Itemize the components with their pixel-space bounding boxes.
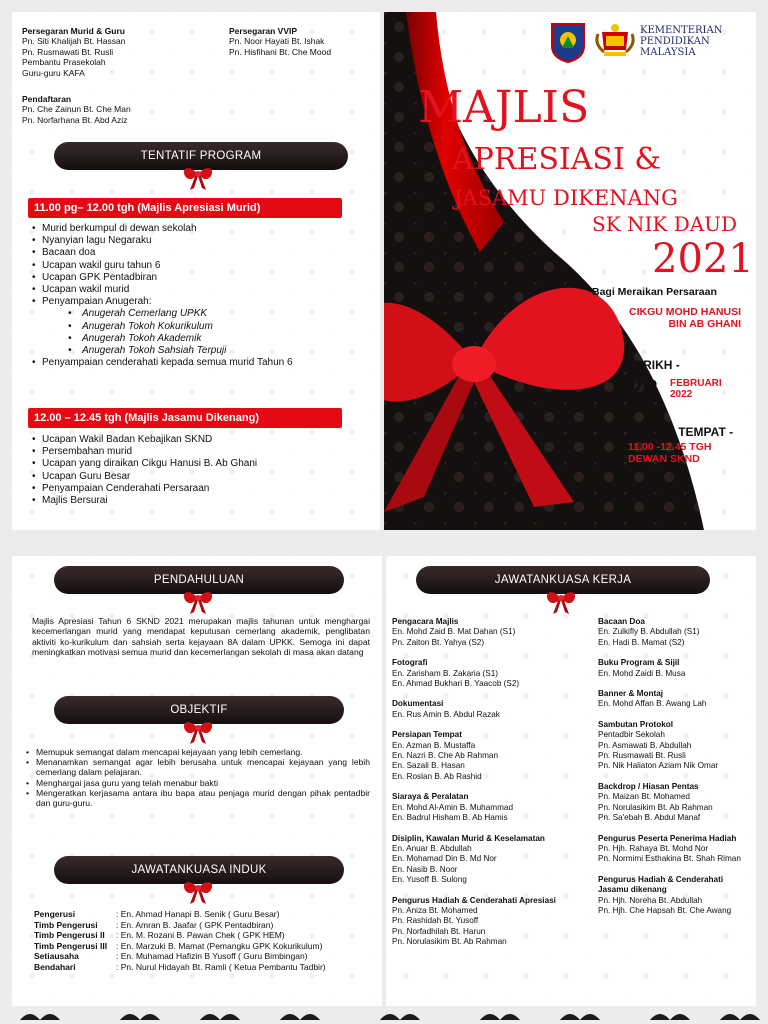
committee-group — [598, 617, 753, 648]
name: Pn. Norfadhilah Bt. Harun — [392, 926, 486, 936]
list-item: • Majlis Bersurai — [32, 495, 372, 507]
objektif-list — [26, 747, 370, 808]
name: Pn. Norulasikim Bt. Ab Rahman — [598, 802, 713, 812]
role: Timb Pengerusi II — [34, 930, 105, 940]
role: Timb Pengerusi — [34, 919, 98, 930]
committee-group — [598, 689, 753, 710]
list-item: • Ucapan GPK Pentadbiran — [32, 272, 372, 284]
name: Pn. Norfarhana Bt. Abd Aziz — [22, 114, 128, 125]
list-item: • Ucapan yang diraikan Cikgu Hanusi B. Ab Ghani — [32, 458, 372, 470]
session2-bar: 12.00 – 12.45 tgh (Majlis Jasamu Dikenang) — [28, 408, 342, 428]
committee-heading: Siaraya & Peralatan — [392, 792, 469, 802]
name: Pn. Hjh. Noreha Bt. Abdullah — [598, 895, 703, 905]
date-month: FEBRUARI — [670, 378, 722, 389]
table-row — [34, 909, 326, 920]
committee-group — [598, 834, 753, 865]
name: En. Mohd Zaidi B. Musa — [598, 668, 686, 678]
committee-heading: Persiapan Tempat — [392, 730, 462, 740]
masa-tempat — [628, 441, 711, 465]
list-item: • Ucapan wakil guru tahun 6 — [32, 260, 372, 272]
ministry-name — [640, 25, 722, 58]
table-row — [34, 930, 326, 941]
committee-group — [392, 617, 592, 648]
role: Bendahari — [34, 961, 76, 972]
kerja-left-column — [392, 617, 592, 948]
name: Pn. Sa'ebah B. Abdul Manaf — [598, 813, 701, 823]
committee-heading: Backdrop / Hiasan Pentas — [598, 781, 699, 791]
masa-label: MASA & TEMPAT - — [628, 425, 734, 439]
list-item: • Persembahan murid — [32, 446, 372, 458]
name: Pn. Norulasikim Bt. Ab Rahman — [392, 937, 507, 947]
persegaran-vvip-list — [229, 36, 331, 57]
name: En. Sazali B. Hasan — [392, 761, 465, 771]
ministry-line: MALAYSIA — [640, 47, 696, 58]
name: Pentadbir Sekolah — [598, 730, 665, 740]
ministry-line: PENDIDIKAN — [640, 36, 710, 47]
list-item: • Nyanyian lagu Negaraku — [32, 235, 372, 247]
committee-heading: Fotografi — [392, 658, 428, 668]
name: Pn. Rusmawati Bt. Rusli — [598, 751, 686, 761]
committee-heading: Buku Program & Sijil — [598, 658, 680, 668]
name: En. Badrul Hisham B. Ab Hamis — [392, 813, 508, 823]
date-year: 2022 — [670, 389, 693, 400]
masa: 11.00 -12.45 TGH — [628, 441, 712, 453]
member: : En. Ahmad Hanapi B. Senik ( Guru Besar) — [116, 909, 280, 919]
name: Pn. Hjh. Rahaya Bt. Mohd Nor — [598, 843, 709, 853]
list-item: • Anugerah Cemerlang UPKK — [32, 308, 372, 320]
committee-heading: Disiplin, Kawalan Murid & Keselamatan — [392, 833, 545, 843]
member: : En. M. Rozani B. Pawan Chek ( GPK HEM) — [116, 930, 285, 940]
session2-list — [32, 434, 372, 507]
title-majlis: MAJLIS — [418, 82, 590, 133]
bagi-text: Bagi Meraikan Persaraan — [592, 286, 717, 298]
date-month-year — [670, 378, 722, 400]
name: Pn. Rusmawati Bt. Rusli — [22, 46, 114, 57]
bow-icon — [181, 878, 215, 904]
committee-heading: Banner & Montaj — [598, 689, 664, 699]
persegaran-murid-heading: Persegaran Murid & Guru — [22, 26, 125, 36]
name: Pn. Noor Hayati Bt. Ishak — [229, 36, 325, 46]
bow-icon — [544, 588, 578, 614]
title-apresiasi: APRESIASI & — [452, 142, 662, 177]
name: Guru-guru KAFA — [22, 67, 85, 78]
role: Timb Pengerusi III — [34, 940, 108, 951]
committee-group — [598, 875, 753, 917]
committee-group — [392, 896, 592, 948]
list-item: • Anugerah Tokoh Kokurikulum — [32, 321, 372, 333]
pendaftaran-heading: Pendaftaran — [22, 94, 72, 104]
persegaran-murid-list — [22, 36, 125, 78]
date-day: 23 — [628, 374, 659, 404]
tentatif-panel — [12, 12, 380, 530]
committee-group — [598, 720, 753, 772]
pendahuluan-panel — [12, 556, 382, 1006]
member: : Pn. Nurul Hidayah Bt. Ramli ( Ketua Pembantu Tadbir) — [116, 961, 326, 972]
list-item: • Ucapan Guru Besar — [32, 471, 372, 483]
kerja-banner: JAWATANKUASA KERJA — [416, 566, 710, 594]
member: : En. Amran B. Jaafar ( GPK Pentadbiran) — [116, 919, 274, 930]
list-item: • Ucapan wakil murid — [32, 284, 372, 296]
session1-bar: 11.00 pg– 12.00 tgh (Majlis Apresiasi Murid) — [28, 198, 342, 218]
name: Pn. Maizan Bt. Mohamed — [598, 792, 690, 802]
list-item: • Menghargai jasa guru yang telah menabur bakti — [26, 778, 370, 788]
list-item: • Mengeratkan kerjasama antara ibu bapa atau penjaga murid dengan pihak pentadbir dan guru-guru. — [26, 788, 370, 808]
school-name: SK NIK DAUD — [592, 212, 738, 236]
kerja-panel — [386, 556, 756, 1006]
name: Pn. Zaiton Bt. Yahya (S2) — [392, 637, 485, 647]
bow-icon — [181, 718, 215, 744]
pendaftaran-list — [22, 104, 131, 125]
committee-group — [392, 834, 592, 886]
jata-negara-icon — [594, 22, 636, 62]
name: En. Ahmad Bukhari B. Yaacob (S2) — [392, 679, 520, 689]
year: 2021 — [652, 236, 754, 282]
list-item: • Murid berkumpul di dewan sekolah — [32, 223, 372, 235]
name: Pn. Aniza Bt. Mohamed — [392, 905, 478, 915]
member: : En. Muhamad Hafizin B Yusoff ( Guru Bimbingan) — [116, 951, 308, 961]
name: En. Nasib B. Noor — [392, 864, 458, 874]
list-item: • Ucapan Wakil Badan Kebajikan SKND — [32, 434, 372, 446]
pendahuluan-text: Majlis Apresiasi Tahun 6 SKND 2021 merupakan majlis tahunan untuk menghargai kecemerlangan murid yang mendapat keputusan cemerlang akademik, penglibatan aktiviti ko-kurikulum dan sahsiah serta kejayaan 8A dalam UPKK. Semoga ini dapat meningkatkan motivasi semua murid dan kecemerlangan sekolah di masa akan datang — [32, 616, 370, 658]
ministry-line: KEMENTERIAN — [640, 25, 723, 36]
bow-icon — [181, 164, 215, 190]
name: Pn. Che Zainun Bt. Che Man — [22, 104, 131, 114]
list-item: • Penyampaian Anugerah: — [32, 296, 372, 308]
list-item: • Menanamkan semangat agar lebih berusaha untuk mencapai kejayaan yang lebih cemerlang dalam pelajaran. — [26, 757, 370, 777]
name: En. Mohd Al-Amin B. Muhammad — [392, 802, 514, 812]
pendahuluan-banner: PENDAHULUAN — [54, 566, 344, 594]
name: Pn. Normimi Esthakina Bt. Shah Riman — [598, 854, 741, 864]
name: Pn. Nik Haliaton Aziam Nik Omar — [598, 761, 719, 771]
cover-panel — [384, 12, 756, 530]
objektif-banner: OBJEKTIF — [54, 696, 344, 724]
tarikh-label: TARIKH - — [628, 358, 680, 372]
name: Pn. Asmawati B. Abdullah — [598, 740, 692, 750]
persegaran-vvip-heading: Persegaran VVIP — [229, 26, 298, 36]
name: Pn. Siti Khalijah Bt. Hassan — [22, 36, 126, 46]
name: Pn. Hjh. Che Hapsah Bt. Che Awang — [598, 905, 732, 915]
name: Pn. Rashidah Bt. Yusoff — [392, 916, 479, 926]
tempat: DEWAN SKND — [628, 453, 700, 465]
list-item: • Anugerah Tokoh Akademik — [32, 333, 372, 345]
list-item: • Anugerah Tokoh Sahsiah Terpuji — [32, 345, 372, 357]
role: Setiausaha — [34, 951, 79, 961]
school-logo-icon — [548, 20, 588, 64]
table-row — [34, 941, 326, 952]
list-item: • Bacaan doa — [32, 247, 372, 259]
member: : En. Marzuki B. Mamat (Pemangku GPK Kokurikulum) — [116, 940, 323, 951]
committee-heading: Bacaan Doa — [598, 617, 645, 626]
committee-group — [598, 782, 753, 824]
committee-group — [392, 658, 592, 689]
committee-heading: Pengurus Hadiah & Cenderahati Jasamu dikenang — [598, 874, 724, 895]
name: En. Azman B. Mustaffa — [392, 740, 476, 750]
name: En. Roslan B. Ab Rashid — [392, 771, 482, 781]
induk-banner: JAWATANKUASA INDUK — [54, 856, 344, 884]
honoree-line: CIKGU MOHD HANUSI — [629, 306, 741, 318]
name: En. Mohd Zaid B. Mat Dahan (S1) — [392, 627, 516, 637]
list-item: • Memupuk semangat dalam mencapai kejayaan yang lebih cemerlang. — [26, 747, 370, 757]
name: En. Yusoff B. Sulong — [392, 875, 467, 885]
committee-heading: Pengurus Hadiah & Cenderahati Apresiasi — [392, 895, 556, 905]
session1-list — [32, 223, 372, 369]
name: En. Hadi B. Mamat (S2) — [598, 637, 685, 647]
name: En. Mohamad Din B. Md Nor — [392, 854, 497, 864]
tentatif-banner: TENTATIF PROGRAM — [54, 142, 348, 170]
list-item: • Penyampaian cenderahati kepada semua murid Tahun 6 — [32, 357, 372, 369]
name: En. Rus Amin B. Abdul Razak — [392, 709, 500, 719]
list-item: • Penyampaian Cenderahati Persaraan — [32, 483, 372, 495]
role: Pengerusi — [34, 909, 76, 919]
committee-heading: Pengurus Peserta Penerima Hadiah — [598, 833, 737, 843]
honoree-line: BIN AB GHANI — [668, 318, 741, 330]
committee-group — [392, 730, 592, 782]
name: En. Zulkifly B. Abdullah (S1) — [598, 627, 700, 637]
title-jasamu: JASAMU DIKENANG — [454, 186, 678, 210]
committee-group — [598, 658, 753, 679]
induk-table — [34, 909, 326, 972]
name: Pembantu Prasekolah — [22, 57, 106, 67]
committee-heading: Sambutan Protokol — [598, 719, 674, 729]
table-row — [34, 920, 326, 931]
bow-icon — [181, 588, 215, 614]
committee-group — [392, 792, 592, 823]
committee-group — [392, 699, 592, 720]
name: En. Mohd Affan B. Awang Lah — [598, 699, 707, 709]
table-row — [34, 951, 326, 962]
table-row — [34, 962, 326, 973]
honoree — [611, 306, 741, 330]
name: Pn. Hisfihani Bt. Che Mood — [229, 46, 332, 57]
committee-heading: Pengacara Majlis — [392, 617, 459, 626]
footer-ornament — [0, 1008, 768, 1024]
kerja-right-column — [598, 617, 753, 916]
committee-heading: Dokumentasi — [392, 699, 444, 709]
name: En. Anuar B. Abdullah — [392, 843, 472, 853]
name: En. Nazri B. Che Ab Rahman — [392, 751, 499, 761]
name: En. Zarisham B. Zakaria (S1) — [392, 668, 499, 678]
